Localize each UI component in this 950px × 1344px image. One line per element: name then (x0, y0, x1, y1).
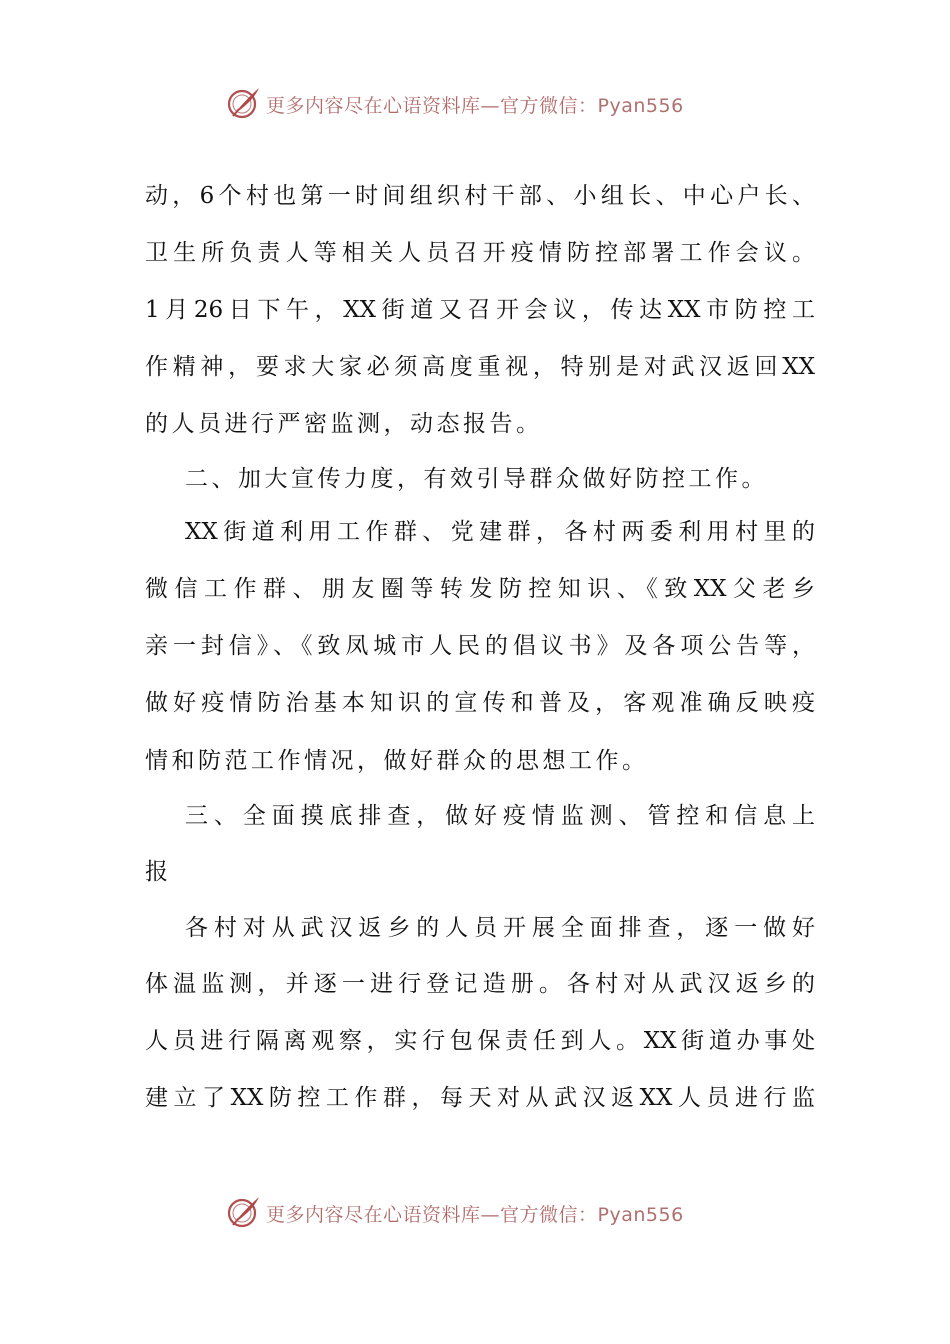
text-line: 体温监测，并逐一进行登记造册。各村对从武汉返乡的 (145, 971, 815, 997)
text-line: 做好疫情防治基本知识的宣传和普及，客观准确反映疫 (145, 690, 815, 716)
text-line: XX街道利用工作群、党建群，各村两委利用村里的 (185, 519, 815, 545)
text-line: 微信工作群、朋友圈等转发防控知识、《致XX父老乡 (145, 576, 815, 602)
quill-logo-icon (225, 1194, 261, 1230)
text-line: 卫生所负责人等相关人员召开疫情防控部署工作会议。 (145, 240, 815, 266)
text-line: 各村对从武汉返乡的人员开展全面排查，逐一做好 (185, 915, 815, 941)
section-heading: 三、全面摸底排查，做好疫情监测、管控和信息上 (185, 803, 815, 829)
footer-banner (0, 1192, 950, 1232)
text-line: 1月26日下午，XX街道又召开会议，传达XX市防控工 (145, 297, 815, 323)
text-line: 人员进行隔离观察，实行包保责任到人。XX街道办事处 (145, 1028, 815, 1054)
text-line: 亲一封信》、《致凤城市人民的倡议书》及各项公告等， (145, 633, 815, 659)
section-heading-cont: 报 (145, 859, 168, 885)
text-line: 情和防范工作情况，做好群众的思想工作。 (145, 748, 649, 774)
banner-text: 更多内容尽在心语资料库—官方微信：Pyan556 (266, 95, 684, 117)
text-line: 的人员进行严密监测，动态报告。 (145, 411, 543, 437)
banner-text: 更多内容尽在心语资料库—官方微信：Pyan556 (266, 1204, 684, 1226)
section-heading: 二、加大宣传力度，有效引导群众做好防控工作。 (185, 466, 768, 492)
header-banner (0, 83, 950, 123)
text-line: 建立了XX防控工作群，每天对从武汉返XX人员进行监 (145, 1085, 815, 1111)
text-line: 作精神，要求大家必须高度重视，特别是对武汉返回XX (145, 354, 815, 380)
text-line: 动，6个村也第一时间组织村干部、小组长、中心户长、 (145, 183, 815, 209)
quill-logo-icon (225, 85, 261, 121)
